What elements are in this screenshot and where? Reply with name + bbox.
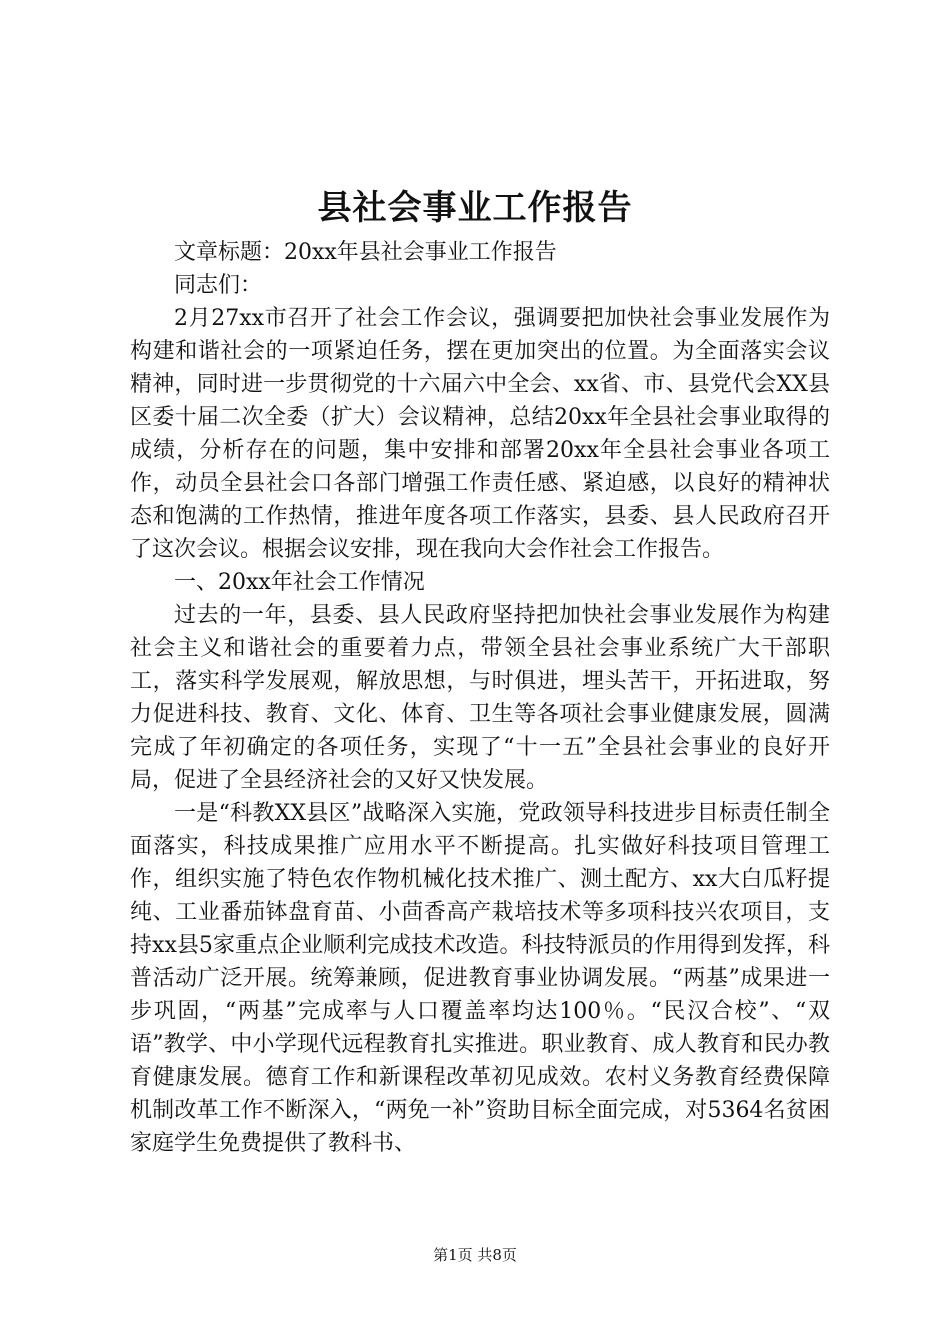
article-title-line: 文章标题：20xx年县社会事业工作报告 <box>174 240 557 265</box>
document-title: 县社会事业工作报告 <box>317 188 633 228</box>
section-heading: 一、20xx年社会工作情况 <box>174 570 425 595</box>
salutation: 同志们： <box>174 273 263 298</box>
page-footer: 第1页 共8页 <box>433 1246 517 1264</box>
science-education-paragraph: 一是“科教XX县区”战略深入实施，党政领导科技进步目标责任制全面落实，科技成果推广应用水平不断提高。扎实做好科技项目管理工作，组织实施了特色农作物机械化技术推广、测土配方、xx大白瓜籽提纯、工业番茄钵盘育苗、小茴香高产栽培技术等多项科技兴农项目，支持xx县5家重点企业顺利完成技术改造。科技特派员的作用得到发挥，科普活动广泛开展。统筹兼顾，促进教育事业协调发展。“两基”成果进一步巩固，“两基”完成率与人口覆盖率均达100％。“民汉合校”、“双语”教学、中小学现代远程教育扎实推进。职业教育、成人教育和民办教育健康发展。德育工作和新课程改革初见成效。农村义务教育经费保障机制改革工作不断深入，“两免一补”资助目标全面完成，对5364名贫困家庭学生免费提供了教科书、 <box>130 801 830 1156</box>
intro-paragraph: 2月27xx市召开了社会工作会议，强调要把加快社会事业发展作为构建和谐社会的一项紧迫任务，摆在更加突出的位置。为全面落实会议精神，同时进一步贯彻党的十六届六中全会、xx省、市、县党代会XX县区委十届二次全委（扩大）会议精神，总结20xx年全县社会事业取得的成绩，分析存在的问题，集中安排和部署20xx年全县社会事业各项工作，动员全县社会口各部门增强工作责任感、紧迫感，以良好的精神状态和饱满的工作热情，推进年度各项工作落实，县委、县人民政府召开了这次会议。根据会议安排，现在我向大会作社会工作报告。 <box>130 306 830 562</box>
summary-paragraph: 过去的一年，县委、县人民政府坚持把加快社会事业发展作为构建社会主义和谐社会的重要着力点，带领全县社会事业系统广大干部职工，落实科学发展观，解放思想，与时俱进，埋头苦干，开拓进取，努力促进科技、教育、文化、体育、卫生等各项社会事业健康发展，圆满完成了年初确定的各项任务，实现了“十一五”全县社会事业的良好开局，促进了全县经济社会的又好又快发展。 <box>130 603 830 793</box>
document-body <box>130 236 830 1160</box>
